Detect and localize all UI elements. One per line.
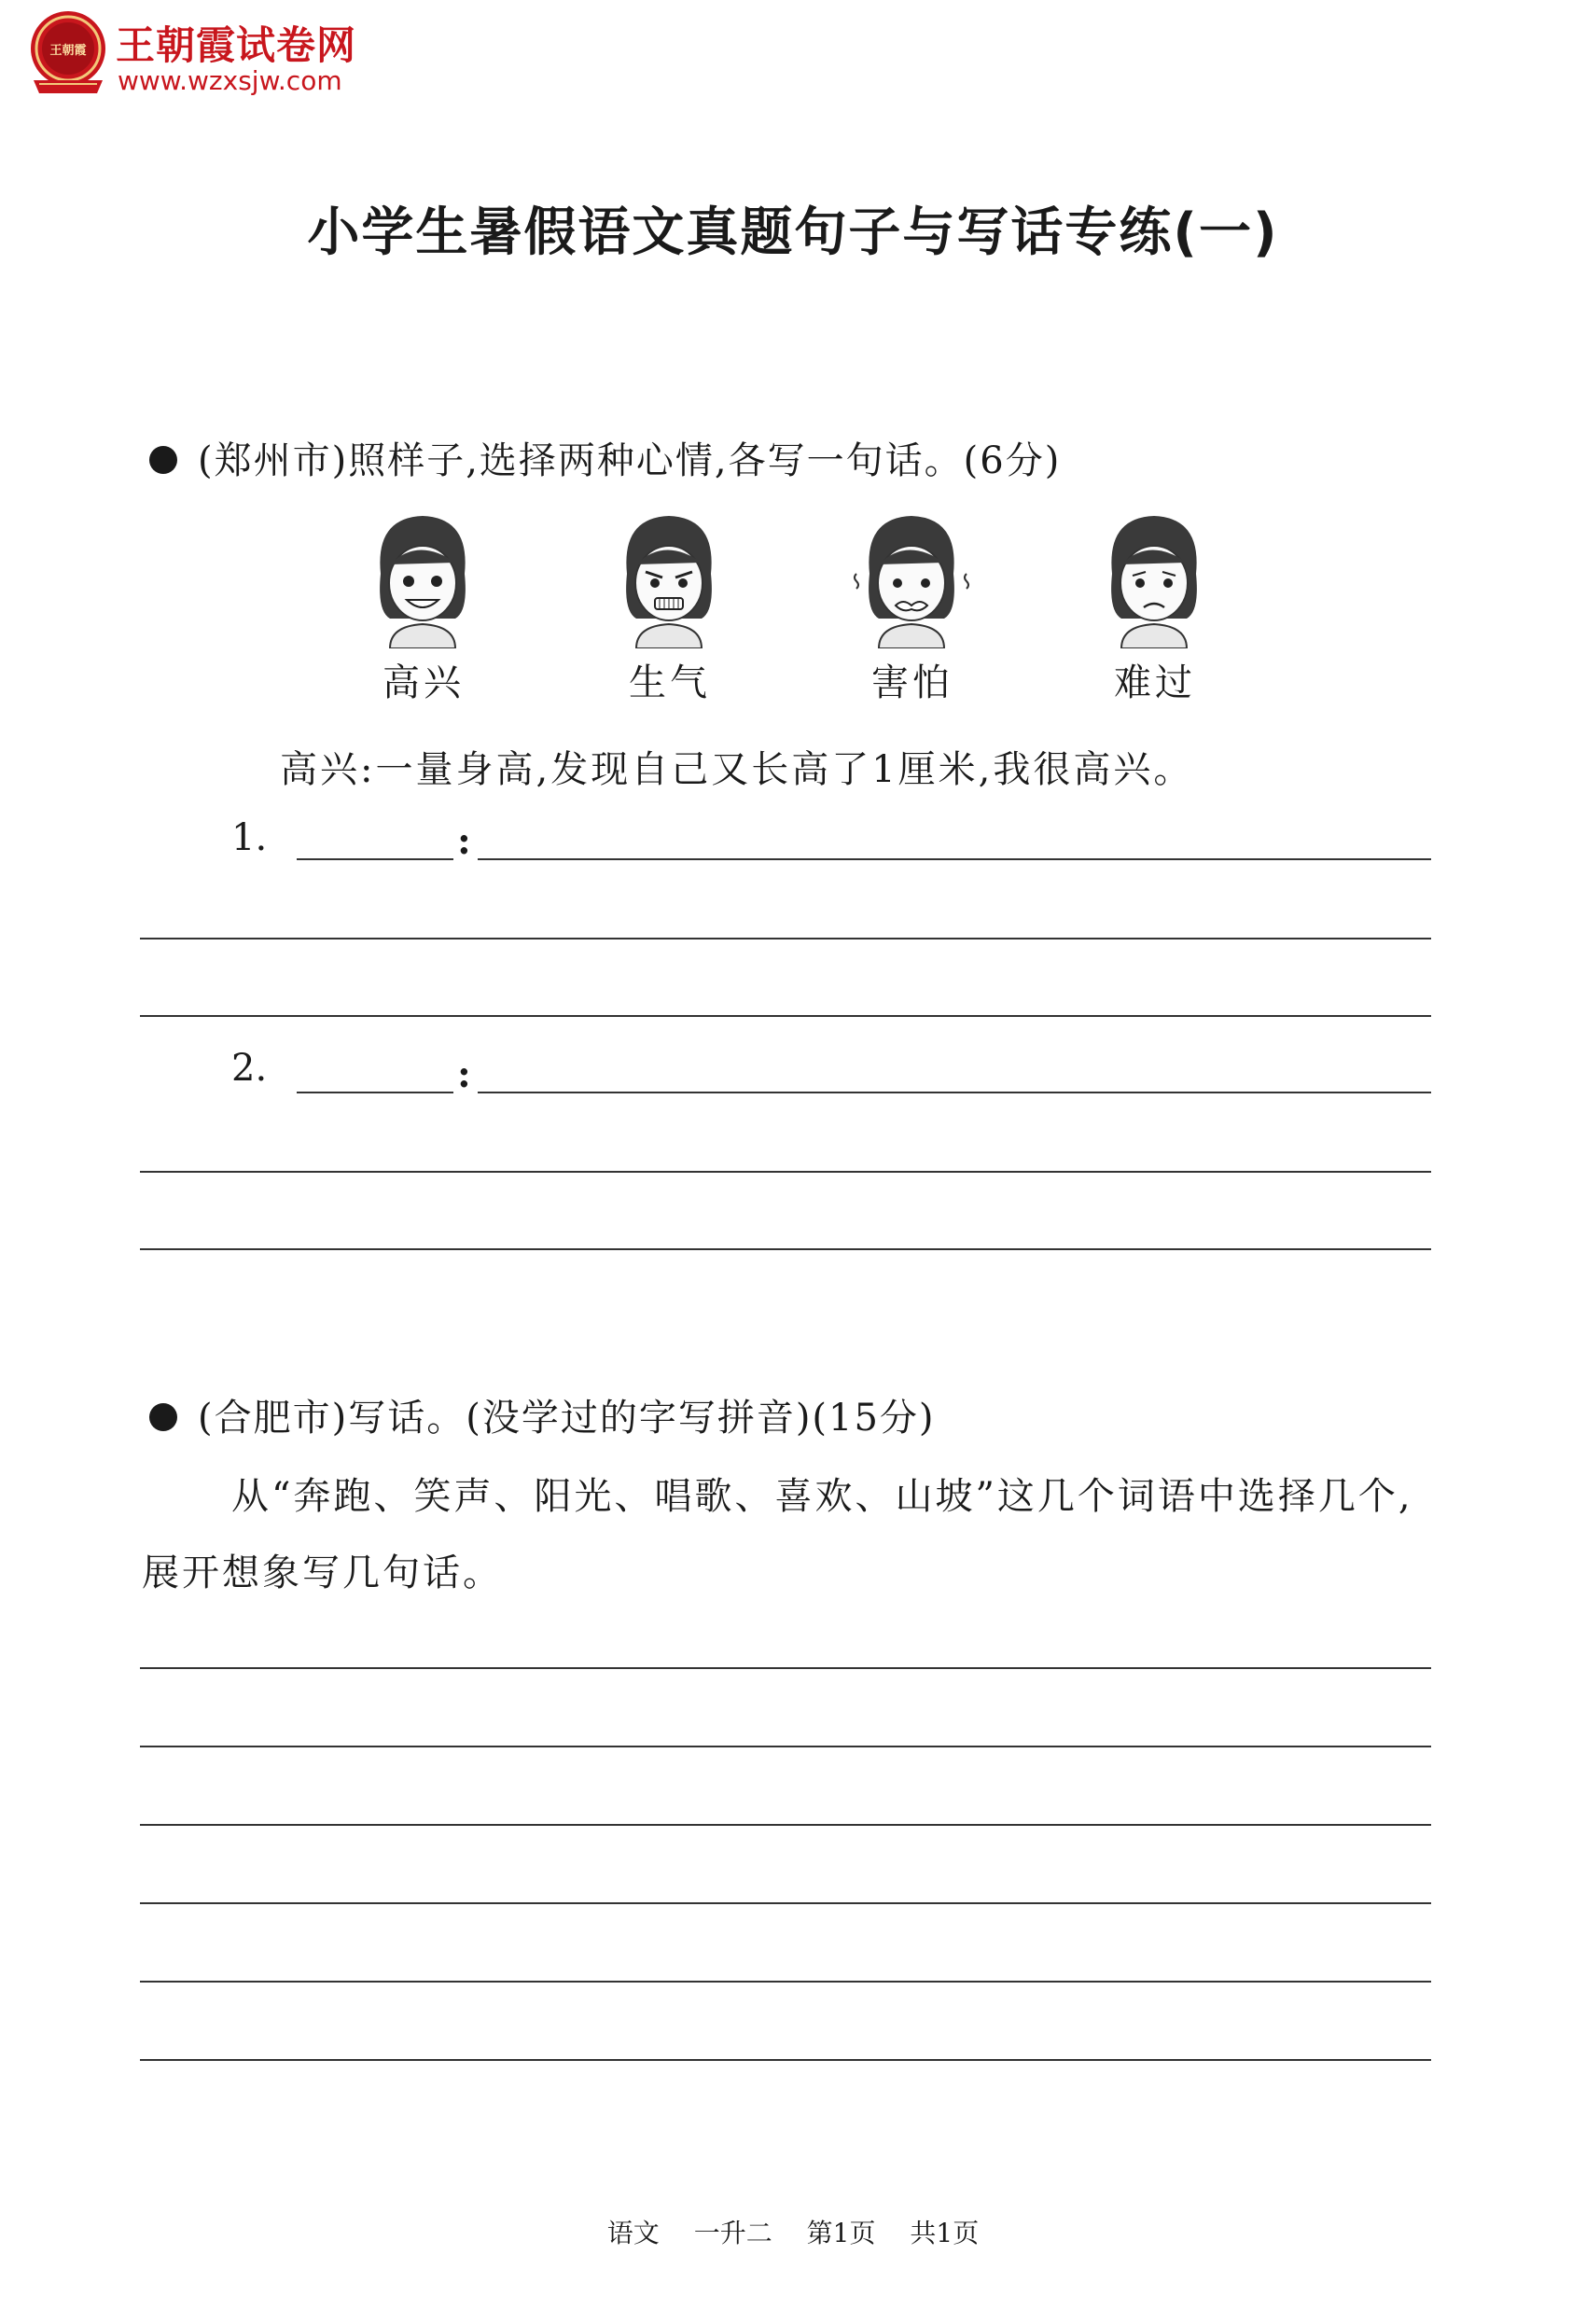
question-1-heading bbox=[149, 431, 1061, 484]
brand-name: 王朝霞试卷网 bbox=[116, 22, 357, 68]
question-2-prompt-line-1: 从“奔跑、笑声、阳光、唱歌、喜欢、山坡”这几个词语中选择几个, bbox=[231, 1475, 1413, 1518]
item-1-answer-line-3[interactable] bbox=[140, 1015, 1431, 1017]
question-2-text: (合肥市)写话。(没学过的字写拼音)(15分) bbox=[198, 1397, 936, 1440]
item-2-number: 2. bbox=[231, 1047, 268, 1090]
question-2-prompt-line-2: 展开想象写几句话。 bbox=[142, 1552, 503, 1594]
item-1-answer-line[interactable] bbox=[478, 858, 1431, 860]
face-label-sad: 难过 bbox=[1114, 661, 1196, 704]
writing-line-6[interactable] bbox=[140, 2059, 1431, 2061]
question-1-text: (郑州市)照样子,选择两种心情,各写一句话。(6分) bbox=[198, 439, 1062, 482]
item-2-colon: : bbox=[457, 1052, 471, 1096]
item-2-answer-line-3[interactable] bbox=[140, 1248, 1431, 1250]
item-1-number: 1. bbox=[231, 816, 268, 859]
bullet-icon bbox=[149, 446, 177, 474]
page-title: 小学生暑假语文真题句子与写话专练(一) bbox=[307, 202, 1279, 263]
item-1-answer-line-2[interactable] bbox=[140, 938, 1431, 939]
question-2-heading bbox=[149, 1388, 936, 1441]
happy-face-icon bbox=[362, 508, 483, 648]
item-2-answer-line-2[interactable] bbox=[140, 1171, 1431, 1173]
sad-face-icon bbox=[1093, 508, 1215, 648]
item-2-answer-line[interactable] bbox=[478, 1092, 1431, 1093]
bullet-icon bbox=[149, 1403, 177, 1431]
writing-line-1[interactable] bbox=[140, 1667, 1431, 1669]
brand-seal-icon bbox=[26, 7, 110, 99]
svg-text:王朝霞: 王朝霞 bbox=[49, 44, 87, 58]
page-footer bbox=[0, 2213, 1586, 2250]
writing-line-5[interactable] bbox=[140, 1981, 1431, 1983]
scared-face-icon bbox=[851, 508, 972, 648]
angry-face-icon bbox=[608, 508, 730, 648]
writing-line-4[interactable] bbox=[140, 1902, 1431, 1904]
face-label-angry: 生气 bbox=[629, 661, 711, 704]
footer-subject: 语文 bbox=[606, 2218, 660, 2248]
example-sentence: 高兴:一量身高,发现自己又长高了1厘米,我很高兴。 bbox=[280, 748, 1194, 791]
brand-logo bbox=[26, 7, 399, 101]
writing-line-2[interactable] bbox=[140, 1746, 1431, 1747]
item-1-mood-blank[interactable] bbox=[297, 858, 453, 860]
item-1-colon: : bbox=[457, 819, 471, 863]
footer-grade: 一升二 bbox=[693, 2218, 772, 2248]
footer-total: 共1页 bbox=[910, 2218, 980, 2248]
face-label-scared: 害怕 bbox=[871, 661, 953, 704]
face-label-happy: 高兴 bbox=[383, 661, 465, 704]
writing-line-3[interactable] bbox=[140, 1824, 1431, 1826]
brand-url: www.wzxsjw.com bbox=[118, 65, 342, 96]
footer-page: 第1页 bbox=[806, 2218, 876, 2248]
item-2-mood-blank[interactable] bbox=[297, 1092, 453, 1093]
